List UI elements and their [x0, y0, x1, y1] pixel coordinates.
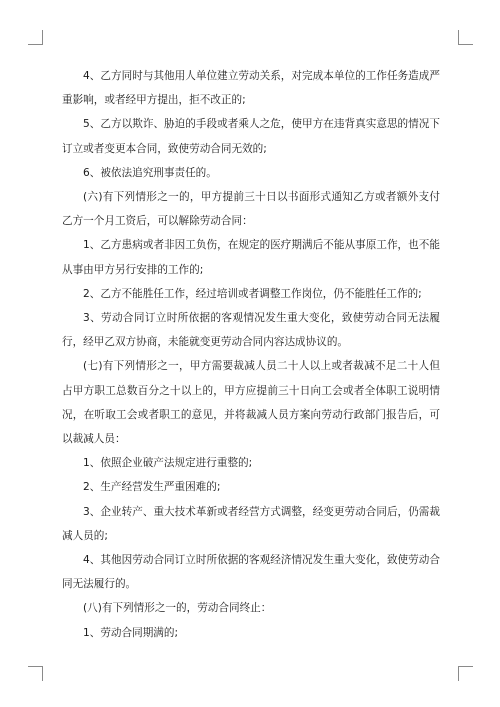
crop-mark-bottom-right [458, 666, 473, 681]
section-7-item-1: 1、依照企业破产法规定进行重整的; [83, 457, 253, 470]
paragraph-4: 4、乙方同时与其他用人单位建立劳动关系，对完成本单位的工作任务造成严重影响，或者经甲方提出，拒不改正的; [62, 70, 440, 107]
section-8-heading: (八)有下列情形之一的，劳动合同终止： [83, 602, 272, 615]
section-7-item-2: 2、生产经营发生严重困难的; [83, 481, 221, 494]
paragraph-5: 5、乙方以欺诈、胁迫的手段或者乘人之危，使甲方在违背真实意思的情况下订立或者变更本合同，致使劳动合同无效的; [62, 118, 440, 155]
section-6-item-3: 3、劳动合同订立时所依据的客观情况发生重大变化，致使劳动合同无法履行，经甲乙双方协商，未能就变更劳动合同内容达成协议的。 [62, 312, 440, 349]
section-6-heading: (六)有下列情形之一的，甲方提前三十日以书面形式通知乙方或者额外支付乙方一个月工资后，可以解除劳动合同： [62, 191, 440, 228]
crop-mark-top-left [28, 30, 43, 45]
section-6-item-2: 2、乙方不能胜任工作，经过培训或者调整工作岗位，仍不能胜任工作的; [83, 287, 422, 300]
crop-mark-bottom-left [28, 666, 43, 681]
section-7-item-3: 3、企业转产、重大技术革新或者经营方式调整，经变更劳动合同后，仍需裁减人员的; [62, 505, 440, 542]
section-8-item-1: 1、劳动合同期满的; [83, 626, 179, 639]
section-7-heading: (七)有下列情形之一，甲方需要裁减人员二十人以上或者裁减不足二十人但占甲方职工总数百分之十以上的，甲方应提前三十日向工会或者全体职工说明情况，在听取工会或者职工的意见，并将裁减人员方案向劳动行政部门报告后，可以裁减人员： [62, 360, 440, 446]
crop-mark-top-right [458, 30, 473, 45]
section-6-item-1: 1、乙方患病或者非因工负伤，在规定的医疗期满后不能从事原工作，也不能从事由甲方另行安排的工作的; [62, 239, 440, 276]
section-7-item-4: 4、其他因劳动合同订立时所依据的客观经济情况发生重大变化，致使劳动合同无法履行的。 [62, 554, 440, 591]
document-body [62, 64, 440, 645]
paragraph-6: 6、被依法追究刑事责任的。 [83, 166, 217, 179]
